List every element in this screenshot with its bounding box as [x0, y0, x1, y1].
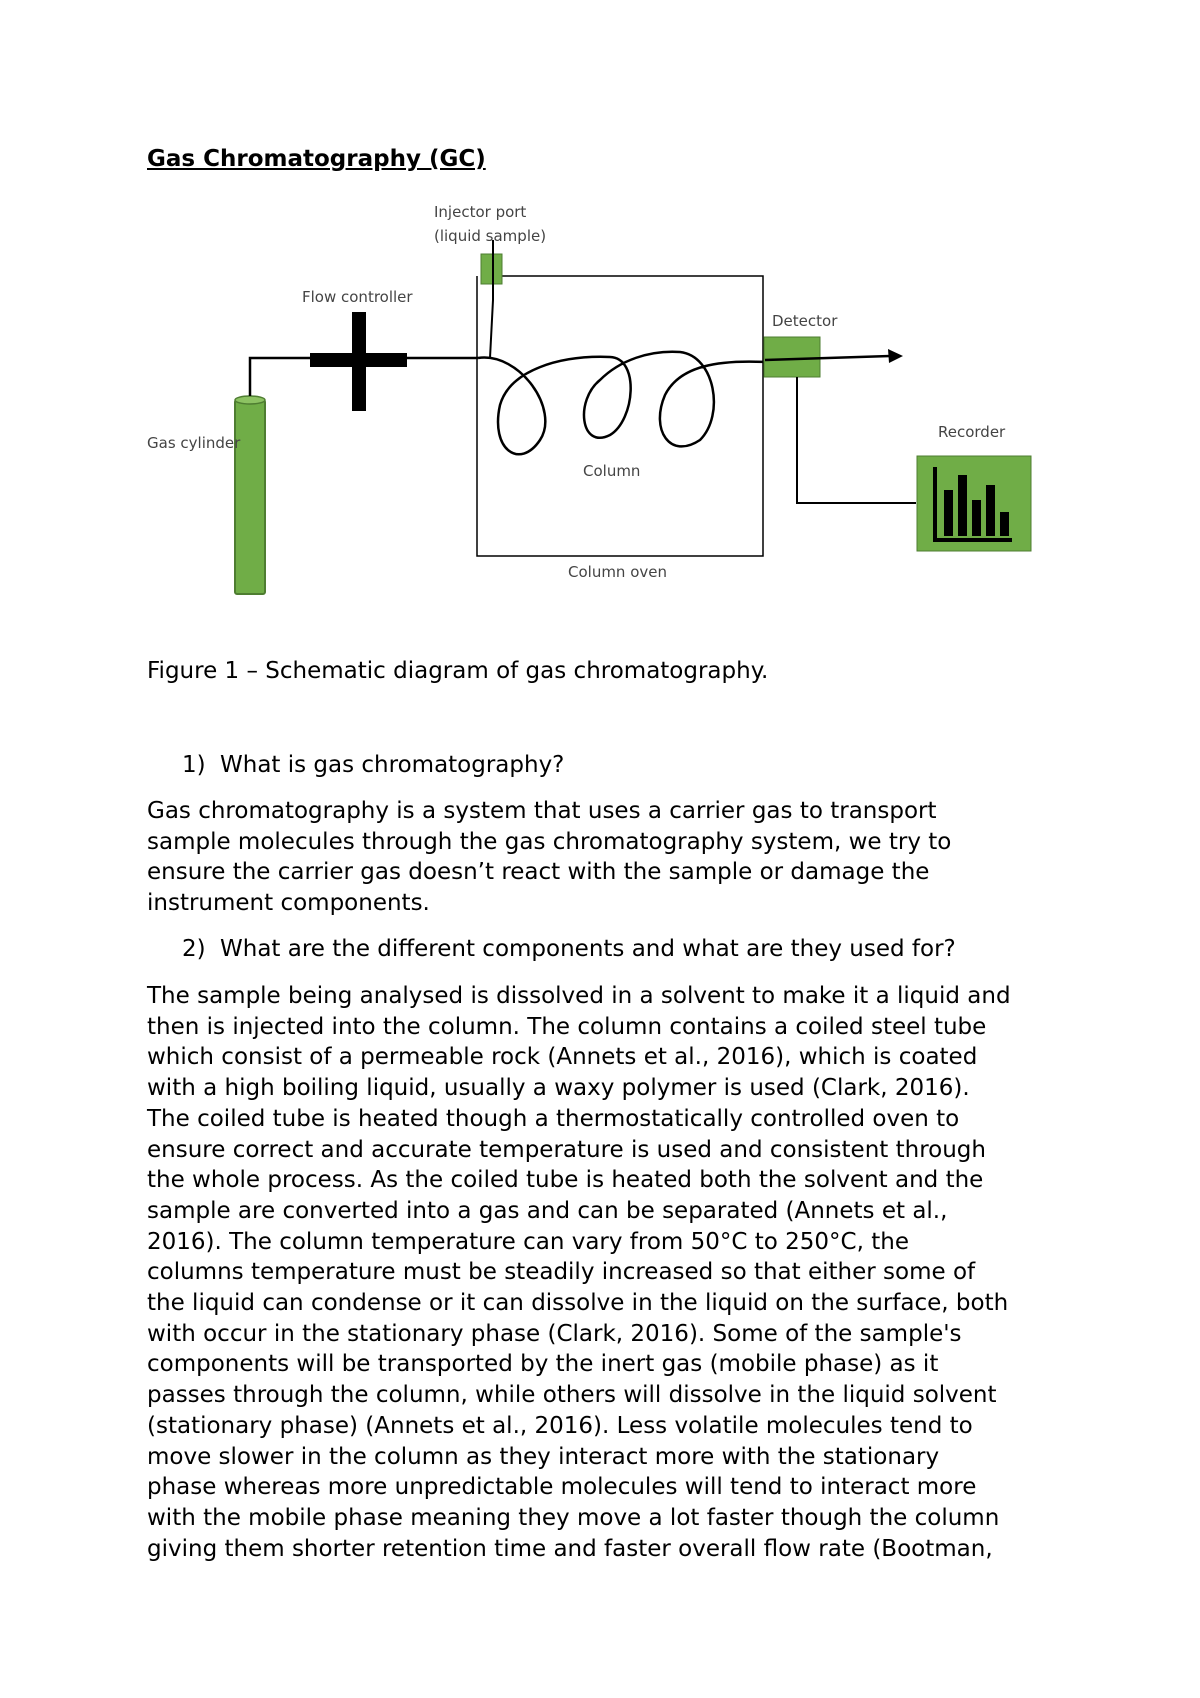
text-line: with a high boiling liquid, usually a waxy polymer is used (Clark, 2016). [147, 1075, 970, 1102]
exhaust-arrowhead [888, 349, 903, 363]
flow-controller-vertical [352, 312, 366, 411]
question-number: 2) [182, 936, 206, 962]
text-line: ensure correct and accurate temperature is used and consistent through [147, 1136, 986, 1163]
text-line: components will be transported by the inert gas (mobile phase) as it [147, 1351, 939, 1378]
text-line: move slower in the column as they interact more with the stationary [147, 1443, 940, 1470]
gas-cylinder-label: Gas cylinder [147, 434, 241, 452]
question-2 [182, 934, 956, 964]
text-line: columns temperature must be steadily increased so that either some of [147, 1259, 976, 1286]
question-1 [182, 750, 564, 780]
answer-1 [147, 796, 1087, 919]
question-text: What is gas chromatography? [220, 752, 565, 778]
text-line: which consist of a permeable rock (Annets et al., 2016), which is coated [147, 1044, 978, 1071]
injector-label-line2: (liquid sample) [434, 227, 547, 245]
text-line: The coiled tube is heated though a thermostatically controlled oven to [147, 1105, 960, 1132]
injector-port [481, 254, 502, 284]
question-text: What are the different components and what are they used for? [220, 936, 956, 962]
gas-cylinder-top [235, 396, 265, 404]
text-line: sample are converted into a gas and can be separated (Annets et al., [147, 1197, 948, 1224]
text-line: then is injected into the column. The column contains a coiled steel tube [147, 1013, 987, 1040]
text-line: the liquid can condense or it can dissolve in the liquid on the surface, both [147, 1290, 1009, 1317]
text-line: sample molecules through the gas chromatography system, we try to [147, 828, 952, 855]
coiled-column [478, 352, 765, 455]
text-line: giving them shorter retention time and faster overall flow rate (Bootman, [147, 1535, 993, 1562]
text-line: with occur in the stationary phase (Clark, 2016). Some of the sample's [147, 1320, 962, 1347]
figure-caption: Figure 1 – Schematic diagram of gas chromatography. [147, 658, 769, 684]
text-line: Gas chromatography is a system that uses a carrier gas to transport [147, 798, 937, 824]
recorder-label: Recorder [938, 423, 1006, 441]
flow-controller-label: Flow controller [302, 288, 413, 306]
detector-label: Detector [772, 312, 838, 330]
column-label: Column [583, 462, 641, 480]
question-number: 1) [182, 752, 206, 778]
text-line: the whole process. As the coiled tube is heated both the solvent and the [147, 1167, 984, 1194]
injector-label-line1: Injector port [434, 203, 527, 221]
text-line: instrument components. [147, 890, 430, 917]
detector [764, 337, 820, 377]
column-oven-label: Column oven [568, 563, 668, 581]
column-oven [477, 276, 763, 556]
text-line: 2016). The column temperature can vary from 50°C to 250°C, the [147, 1228, 909, 1255]
recorder-cable [797, 377, 916, 503]
text-line: passes through the column, while others will dissolve in the liquid solvent [147, 1382, 997, 1409]
answer-2 [147, 981, 1087, 1564]
gc-schematic-diagram [0, 0, 1200, 620]
gas-cylinder [235, 400, 265, 594]
text-line: phase whereas more unpredictable molecules will tend to interact more [147, 1474, 977, 1501]
text-line: ensure the carrier gas doesn’t react with the sample or damage the [147, 859, 930, 886]
text-line: with the mobile phase meaning they move a lot faster though the column [147, 1504, 1000, 1531]
text-line: The sample being analysed is dissolved in a solvent to make it a liquid and [147, 983, 1011, 1009]
text-line: (stationary phase) (Annets et al., 2016). Less volatile molecules tend to [147, 1412, 973, 1439]
page-title: Gas Chromatography (GC) [147, 146, 486, 172]
